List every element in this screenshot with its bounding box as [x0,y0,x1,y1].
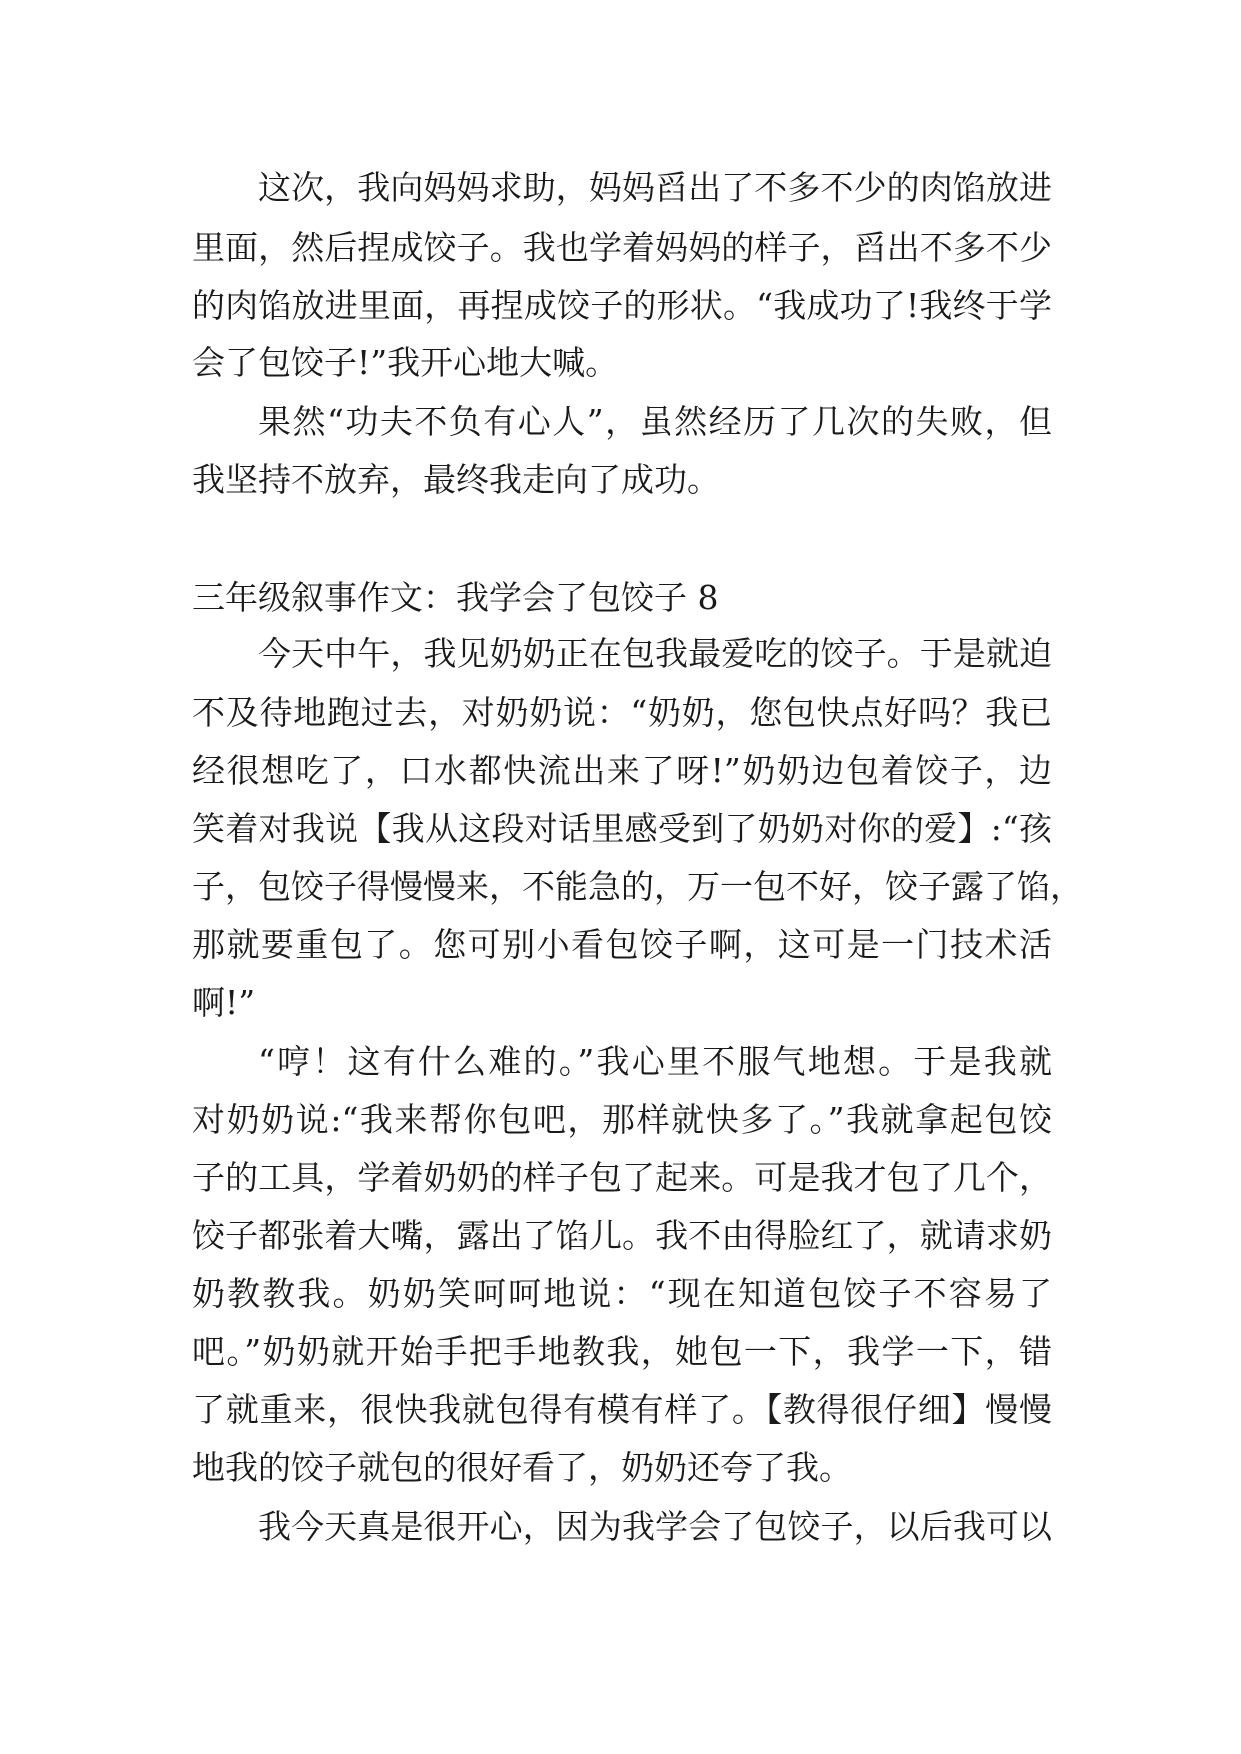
paragraph-line: 果然“功夫不负有心人”，虽然经历了几次的失败，但 [258,402,1052,441]
paragraph-line: 这次，我向妈妈求助，妈妈舀出了不多不少的肉馅放进 [258,168,1052,207]
paragraph-line: 会了包饺子!”我开心地大喊。 [192,343,619,382]
paragraph-line: 子的工具，学着奶奶的样子包了起来。可是我才包了几个， [192,1158,1052,1197]
paragraph-line: 不及待地跑过去，对奶奶说：“奶奶，您包快点好吗？我已 [192,693,1052,732]
paragraph-line: 里面，然后捏成饺子。我也学着妈妈的样子，舀出不多不少 [192,228,1052,267]
paragraph-line: 我今天真是很开心，因为我学会了包饺子，以后我可以 [258,1507,1052,1546]
paragraph-line: 啊!” [192,983,256,1022]
paragraph-line: 我坚持不放弃，最终我走向了成功。 [192,460,720,499]
paragraph-line: 饺子都张着大嘴，露出了馅儿。我不由得脸红了，就请求奶 [192,1216,1052,1255]
paragraph-line: 那就要重包了。您可别小看包饺子啊，这可是一门技术活 [192,925,1052,964]
paragraph-line: 子，包饺子得慢慢来，不能急的，万一包不好，饺子露了馅， [192,867,1083,906]
paragraph-line: 经很想吃了，口水都快流出来了呀!”奶奶边包着饺子，边 [192,751,1052,790]
paragraph-line: 今天中午，我见奶奶正在包我最爱吃的饺子。于是就迫 [258,634,1052,673]
paragraph-line: 的肉馅放进里面，再捏成饺子的形状。“我成功了!我终于学 [192,286,1052,325]
paragraph-line: 笑着对我说【我从这段对话里感受到了奶奶对你的爱】:“孩 [192,809,1052,848]
section-heading: 三年级叙事作文：我学会了包饺子 8 [192,578,719,617]
paragraph-line: “哼！这有什么难的。”我心里不服气地想。于是我就 [258,1042,1052,1081]
paragraph-line: 对奶奶说:“我来帮你包吧，那样就快多了。”我就拿起包饺 [192,1100,1052,1139]
paragraph-line: 吧。”奶奶就开始手把手地教我，她包一下，我学一下，错 [192,1332,1052,1371]
paragraph-line: 地我的饺子就包的很好看了，奶奶还夸了我。 [192,1448,852,1487]
paragraph-line: 了就重来，很快我就包得有模有样了。【教得很仔细】慢慢 [192,1390,1052,1429]
paragraph-line: 奶教教我。奶奶笑呵呵地说：“现在知道包饺子不容易了 [192,1274,1052,1313]
